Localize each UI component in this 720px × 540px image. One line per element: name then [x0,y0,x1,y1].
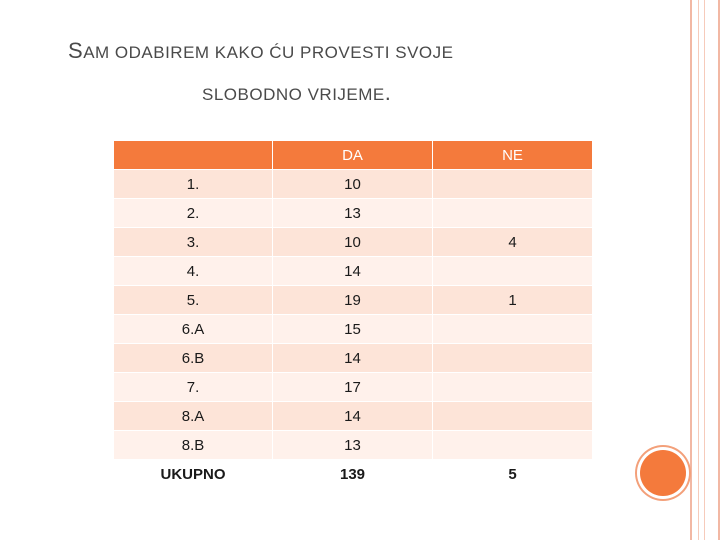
table-total-row [114,460,593,489]
header-da: DA [273,141,433,170]
row-da: 14 [273,257,433,286]
table-row [114,286,593,315]
row-da: 17 [273,373,433,402]
table-row [114,402,593,431]
row-da: 15 [273,315,433,344]
table-row [114,199,593,228]
row-ne [433,373,593,402]
row-da: 13 [273,431,433,460]
header-ne: NE [433,141,593,170]
title-line-2 [68,82,668,106]
row-label: 8.A [114,402,273,431]
title-line-2-text: SLOBODNO VRIJEME [202,85,385,104]
table-header-row [114,141,593,170]
row-da: 14 [273,402,433,431]
table-row [114,170,593,199]
row-ne: 4 [433,228,593,257]
title-initial: S [68,38,84,63]
row-ne [433,257,593,286]
title-line-1-text: AM ODABIREM KAKO ĆU PROVESTI SVOJE [83,43,454,62]
row-ne [433,315,593,344]
row-label: 4. [114,257,273,286]
row-da: 10 [273,170,433,199]
table-row [114,344,593,373]
table-row [114,431,593,460]
title-line-1 [68,40,668,64]
total-ne: 5 [433,460,593,489]
row-da: 14 [273,344,433,373]
total-label: UKUPNO [114,460,273,489]
table-row [114,257,593,286]
frame-line [704,0,705,540]
row-label: 7. [114,373,273,402]
table-row [114,228,593,257]
frame-line [698,0,699,540]
row-da: 13 [273,199,433,228]
table-row [114,373,593,402]
row-label: 8.B [114,431,273,460]
row-ne [433,170,593,199]
row-label: 6.B [114,344,273,373]
row-ne [433,402,593,431]
decorative-circle [640,450,686,496]
row-ne [433,199,593,228]
row-label: 2. [114,199,273,228]
row-da: 10 [273,228,433,257]
total-da: 139 [273,460,433,489]
row-ne [433,431,593,460]
row-label: 5. [114,286,273,315]
table-row [114,315,593,344]
slide-right-frame [690,0,720,540]
row-label: 1. [114,170,273,199]
row-da: 19 [273,286,433,315]
row-ne: 1 [433,286,593,315]
title-period: . [384,80,392,105]
row-label: 3. [114,228,273,257]
slide-title [68,40,668,106]
header-blank [114,141,273,170]
results-table [113,140,593,489]
row-ne [433,344,593,373]
row-label: 6.A [114,315,273,344]
